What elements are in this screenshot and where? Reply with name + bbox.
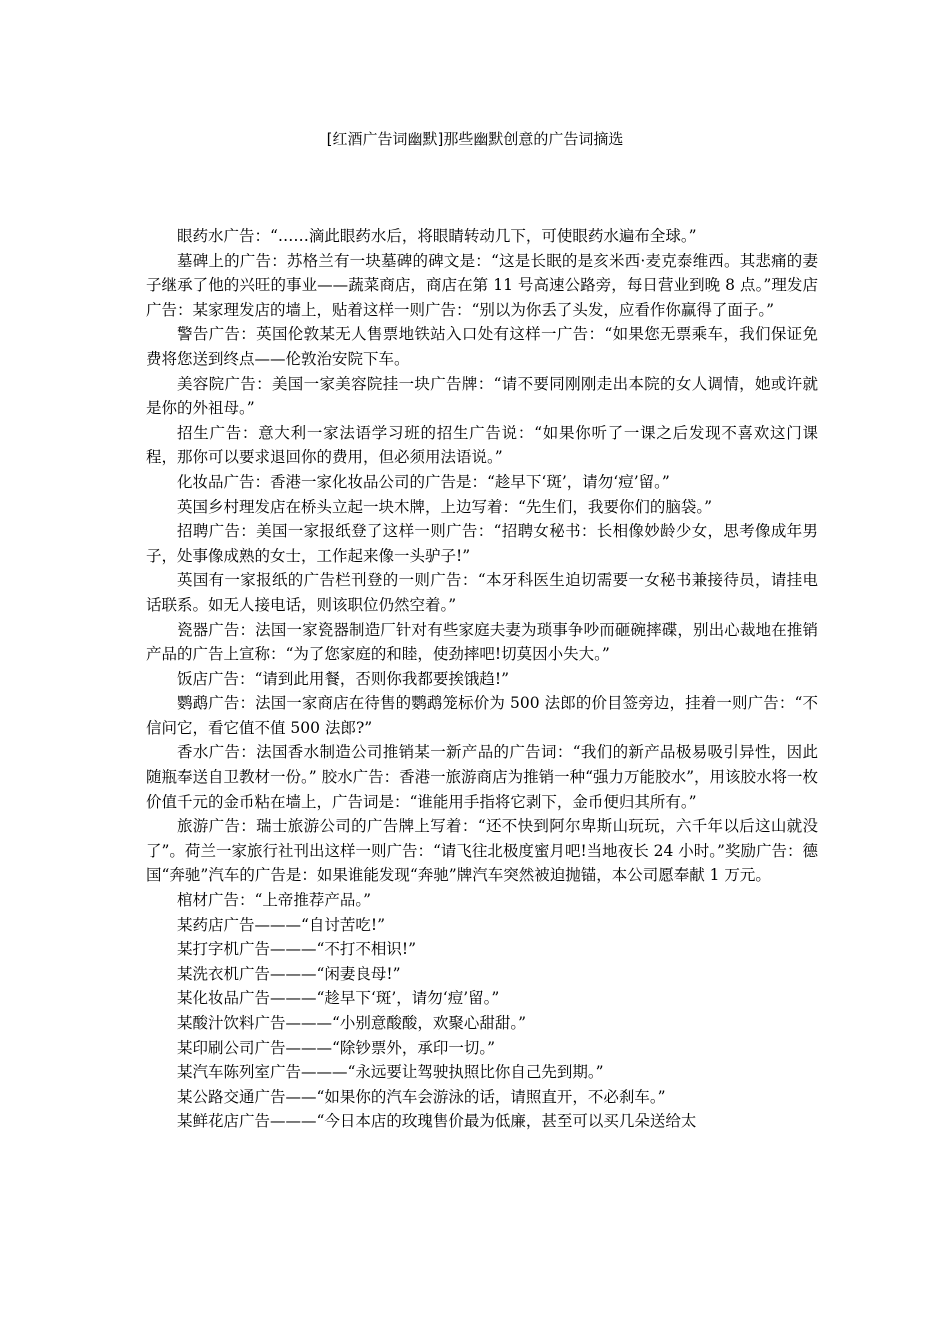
paragraph: 美容院广告：美国一家美容院挂一块广告牌：“请不要同刚刚走出本院的女人调情，她或许就是你的外祖母。” [146, 374, 818, 418]
paragraph: 某印刷公司广告———“除钞票外，承印一切。” [177, 1038, 496, 1057]
paragraph: 某汽车陈列室广告———“永远要让驾驶执照比你自己先到期。” [177, 1063, 604, 1082]
paragraph: 某洗衣机广告———“闲妻良母!” [177, 964, 401, 983]
paragraph: 警告广告：英国伦敦某无人售票地铁站入口处有这样一广告：“如果您无票乘车，我们保证免费将您送到终点——伦敦治安院下车。 [146, 325, 818, 368]
paragraph: 英国乡村理发店在桥头立起一块木牌，上边写着：“先生们，我要你们的脑袋。” [177, 497, 713, 516]
paragraph: 某公路交通广告——“如果你的汽车会游泳的话，请照直开，不必刹车。” [177, 1087, 666, 1106]
paragraph: 某化妆品广告———“趁早下‘斑’，请勿‘痘’留。” [177, 989, 500, 1008]
paragraph: 某酸汁饮料广告———“小别意酸酸，欢聚心甜甜。” [177, 1014, 527, 1032]
paragraph: 某鲜花店广告———“今日本店的玫瑰售价最为低廉，甚至可以买几朵送给太 [177, 1112, 697, 1131]
paragraph: 招生广告：意大利一家法语学习班的招生广告说：“如果你听了一课之后发现不喜欢这门课程，那你可以要求退回你的费用，但必须用法语说。” [146, 423, 818, 467]
paragraph: 饭店广告：“请到此用餐，否则你我都要挨饿趋!” [177, 669, 510, 688]
document-title: [红酒广告词幽默]那些幽默创意的广告词摘选 [326, 130, 624, 148]
document-body [146, 224, 818, 1134]
paragraph: 英国有一家报纸的广告栏刊登的一则广告：“本牙科医生迫切需要一女秘书兼接待员，请挂电话联系。如无人接电话，则该职位仍然空着。” [146, 571, 818, 614]
paragraph: 某药店广告———“自讨苦吃!” [177, 915, 386, 934]
paragraph: 招聘广告：美国一家报纸登了这样一则广告：“招聘女秘书：长相像妙龄少女，思考像成年男子，处事像成熟的女士，工作起来像一头驴子!” [146, 522, 818, 565]
paragraph: 墓碑上的广告：苏格兰有一块墓碑的碑文是：“这是长眠的是亥米西·麦克泰维西。其悲痛的妻子继承了他的兴旺的事业——蔬菜商店，商店在第 11 号高速公路旁，每日营业到晚 8 点。”理发店广告：某家理发店的墙上，贴着这样一则广告：“别以为你丢了头发，应看作你赢得了面子。” [146, 251, 818, 319]
paragraph: 化妆品广告：香港一家化妆品公司的广告是：“趁早下‘斑’，请勿‘痘’留。” [177, 472, 670, 491]
paragraph: 棺材广告：“上帝推荐产品。” [177, 891, 372, 910]
paragraph: 鹦鹉广告：法国一家商店在待售的鹦鹉笼标价为 500 法郎的价目签旁边，挂着一则广告：“不信问它，看它值不值 500 法郎?” [146, 694, 818, 737]
paragraph: 旅游广告：瑞士旅游公司的广告牌上写着：“还不快到阿尔卑斯山玩玩，六千年以后这山就没了”。荷兰一家旅行社刊出这样一则广告：“请飞往北极度蜜月吧!当地夜长 24 小时。”奖励广告：德国“奔驰”汽车的广告是：如果谁能发现“奔驰”牌汽车突然被迫抛锚，本公司愿奉献 1 万元。 [146, 817, 818, 885]
paragraph: 某打字机广告———“不打不相识!” [177, 940, 417, 959]
paragraph: 香水广告：法国香水制造公司推销某一新产品的广告词：“我们的新产品极易吸引异性，因此随瓶奉送自卫教材一份。” 胶水广告：香港一旅游商店为推销一种“强力万能胶水”，用该胶水将一枚价值千元的金币粘在墙上，广告词是：“谁能用手指将它剥下，金币便归其所有。” [146, 743, 818, 811]
paragraph: 眼药水广告：“……滴此眼药水后，将眼睛转动几下，可使眼药水遍布全球。” [177, 227, 697, 245]
paragraph: 瓷器广告：法国一家瓷器制造厂针对有些家庭夫妻为琐事争吵而砸碗摔碟，别出心裁地在推销产品的广告上宣称：“为了您家庭的和睦，使劲摔吧!切莫因小失大。” [146, 620, 818, 664]
